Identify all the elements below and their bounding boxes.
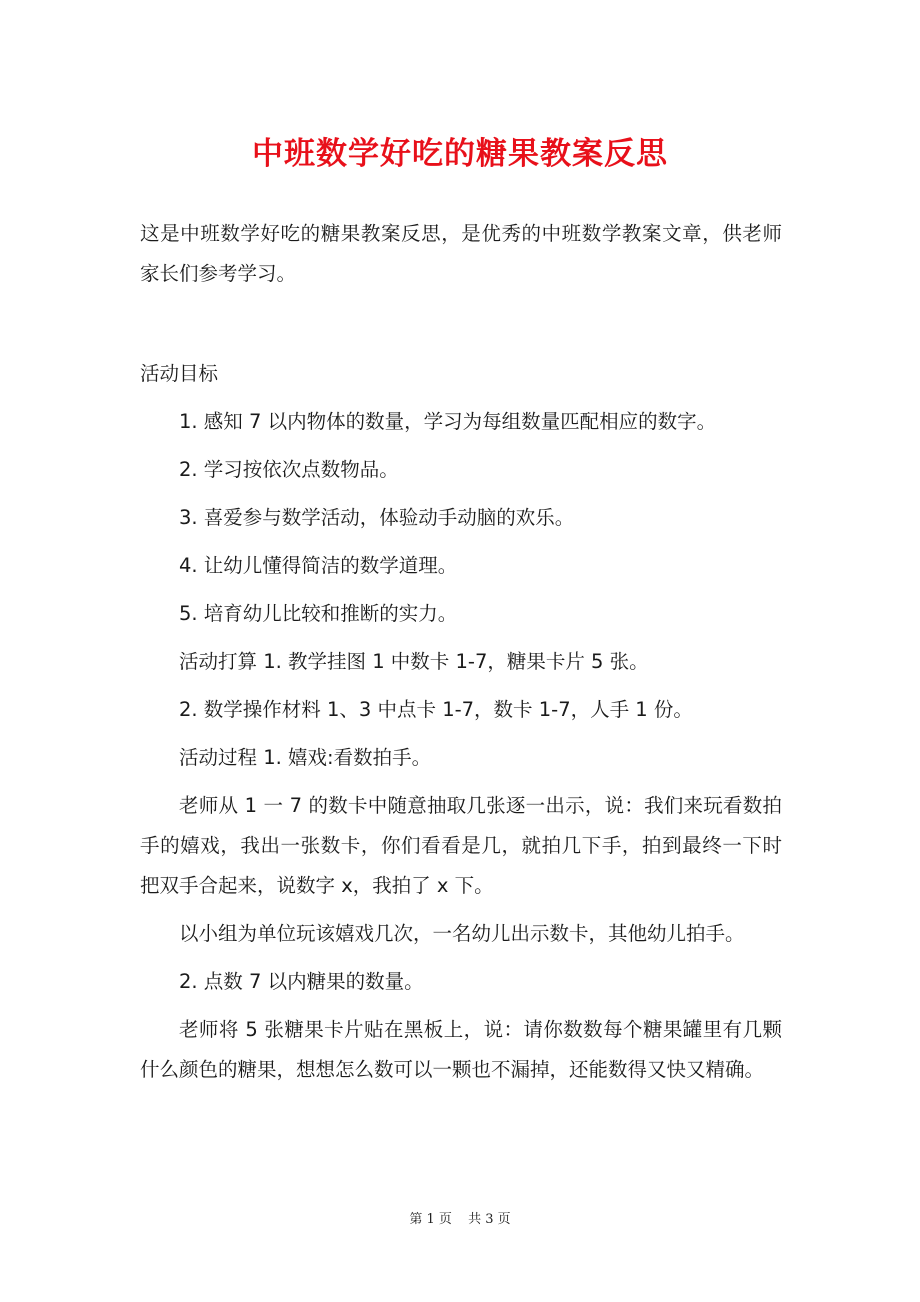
paragraph: 3. 喜爱参与数学活动，体验动手动脑的欢乐。	[179, 506, 575, 529]
section-heading: 活动目标	[140, 362, 219, 385]
paragraph: 2. 数学操作材料 1、3 中点卡 1-7，数卡 1-7，人手 1 份。	[179, 698, 693, 721]
paragraph: 活动过程 1. 嬉戏:看数拍手。	[179, 746, 432, 769]
paragraph: 4. 让幼儿懂得简洁的数学道理。	[179, 554, 458, 577]
page-total: 共 3 页	[468, 1212, 511, 1227]
document-body	[140, 214, 782, 1098]
page-number: 第 1 页	[409, 1212, 452, 1227]
paragraph: 老师将 5 张糖果卡片贴在黑板上，说：请你数数每个糖果罐里有几颗什么颜色的糖果，想想怎么数可以一颗也不漏掉，还能数得又快又精确。	[140, 1018, 782, 1081]
paragraph: 2. 学习按依次点数物品。	[179, 458, 399, 481]
paragraph: 5. 培育幼儿比较和推断的实力。	[179, 602, 458, 625]
paragraph: 老师从 1 一 7 的数卡中随意抽取几张逐一出示，说：我们来玩看数拍手的嬉戏，我出一张数卡，你们看看是几，就拍几下手，拍到最终一下时把双手合起来，说数字 x，我拍了 x 下。	[140, 794, 782, 897]
paragraph: 2. 点数 7 以内糖果的数量。	[179, 970, 424, 993]
paragraph: 活动打算 1. 教学挂图 1 中数卡 1-7，糖果卡片 5 张。	[179, 650, 649, 673]
paragraph: 1. 感知 7 以内物体的数量，学习为每组数量匹配相应的数字。	[179, 410, 717, 433]
intro-paragraph: 这是中班数学好吃的糖果教案反思，是优秀的中班数学教案文章，供老师家长们参考学习。	[140, 222, 782, 285]
page-footer	[0, 1208, 920, 1227]
document-title: 中班数学好吃的糖果教案反思	[252, 136, 668, 172]
paragraph: 以小组为单位玩该嬉戏几次，一名幼儿出示数卡，其他幼儿拍手。	[179, 922, 745, 945]
